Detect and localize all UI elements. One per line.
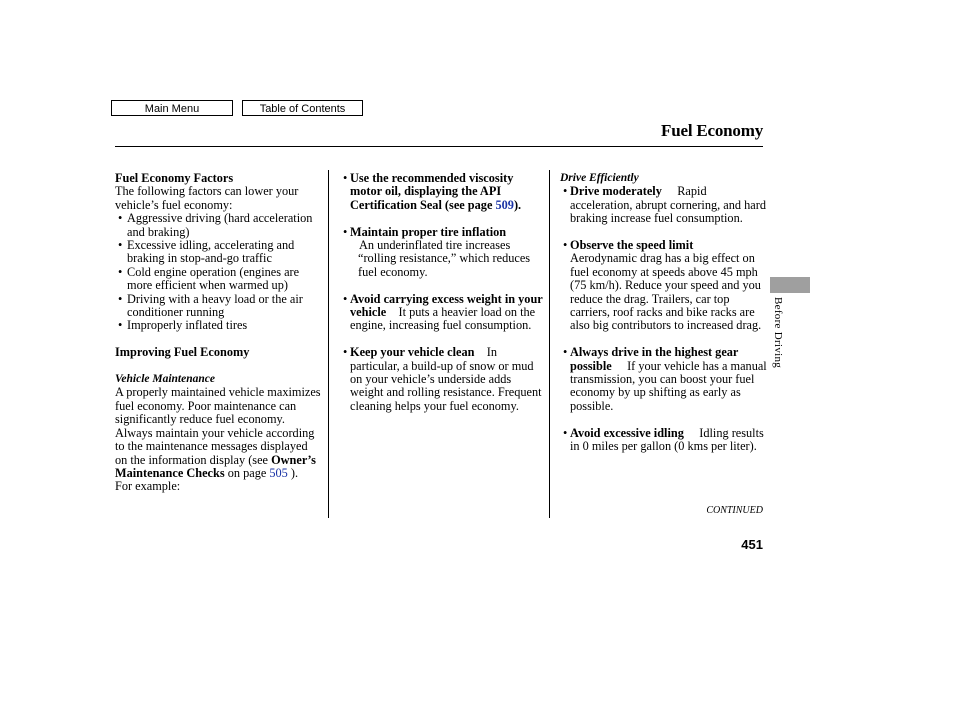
text: ). (287, 465, 299, 480)
list-item: • Cold engine operation (engines are more efficient when warmed up) (115, 266, 322, 293)
paragraph: For example: (115, 479, 181, 494)
page-title: Fuel Economy (661, 121, 763, 140)
list-item: • Driving with a heavy load or the air conditioner running (115, 293, 322, 320)
item-lead: Observe the speed limit (570, 238, 694, 253)
continued-label: CONTINUED (706, 505, 763, 516)
column-divider (549, 170, 550, 518)
subheading: Drive Efficiently (560, 172, 639, 184)
header-rule (115, 146, 763, 147)
item-text: Idling results in 0 miles per gallon (0 kms per liter). (570, 425, 764, 454)
section-heading: Improving Fuel Economy (115, 345, 250, 360)
item-text: It puts a heavier load on the engine, increasing fuel consumption. (350, 305, 536, 333)
page-link[interactable]: 505 (269, 465, 288, 480)
list-item: • Excessive idling, accelerating and braking in stop-and-go traffic (115, 239, 322, 266)
column-1 (115, 172, 322, 494)
reference: Owner’s Maintenance Checks (115, 452, 316, 480)
list-item: • Aggressive driving (hard acceleration and braking) (115, 212, 322, 239)
paragraph (115, 386, 322, 480)
section-tab-label: Before Driving (772, 297, 784, 369)
list-item: • Drive moderately Rapid acceleration, abrupt cornering, and hard braking increase fuel consumption. (563, 184, 766, 226)
item-text: Aerodynamic drag has a big effect on fuel economy at speeds above 45 mph (75 km/h). Reduce your speed and you reduce the drag. Trailers, car top carriers, roof racks and bike racks are also big contributors to increased drag. (570, 251, 762, 333)
item-text: Rapid acceleration, abrupt cornering, and hard braking increase fuel consumption. (570, 184, 766, 226)
item-lead: Drive moderately (570, 184, 662, 199)
main-menu-button[interactable]: Main Menu (111, 100, 233, 116)
list-item: • Improperly inflated tires (115, 319, 322, 332)
paragraph: The following factors can lower your vehicle’s fuel economy: (115, 184, 299, 212)
subheading: Vehicle Maintenance (115, 373, 215, 386)
list-item: • Avoid carrying excess weight in your vehicle It puts a heavier load on the engine, increasing fuel consumption. (343, 291, 543, 333)
column-3 (560, 172, 767, 454)
list-item: • Maintain proper tire inflation An underinflated tire increases “rolling resistance,” which reduces fuel economy. (343, 226, 543, 280)
section-heading: Fuel Economy Factors (115, 171, 234, 185)
item-text (343, 239, 543, 279)
list-item: • Keep your vehicle clean In particular, a build-up of snow or mud on your vehicle’s underside adds weight and rolling resistance. Frequent cleaning helps your fuel economy. (343, 345, 542, 413)
table-of-contents-button[interactable]: Table of Contents (242, 100, 363, 116)
item-text: If your vehicle has a manual transmission, you can boost your fuel economy by up shifting as early as possible. (570, 358, 767, 413)
item-lead: Avoid excessive idling (570, 425, 684, 440)
section-tab-marker (770, 277, 810, 293)
list-item: • Avoid excessive idling Idling results in 0 miles per gallon (0 kms per liter). (563, 425, 764, 454)
page-link[interactable]: 509 (495, 197, 514, 212)
item-lead: Avoid carrying excess weight in your vehicle (350, 291, 543, 320)
column-2 (343, 172, 543, 413)
item-lead: Maintain proper tire inflation (350, 224, 507, 239)
item-text: In particular, a build-up of snow or mud on your vehicle’s underside adds weight and rolling resistance. Frequent cleaning helps your fuel economy. (350, 345, 542, 413)
item-lead: Use the recommended viscosity motor oil, displaying the API Certification Seal (see page (350, 171, 514, 212)
text: A properly maintained vehicle maximizes fuel economy. Poor maintenance can significantly reduce fuel economy. Always maintain your vehicle according to the maintenance messages displayed on the information display (see (115, 385, 321, 467)
item-lead: Always drive in the highest gear possible (570, 345, 739, 373)
text: ). (513, 197, 522, 212)
text: on page (224, 465, 270, 480)
item-lead: Keep your vehicle clean (350, 345, 475, 360)
list-item: • Always drive in the highest gear possible If your vehicle has a manual transmission, you can boost your fuel economy by up shifting as early as possible. (563, 345, 767, 413)
text: An underinflated tire increases “rolling resistance,” which reduces fuel economy. (358, 238, 531, 279)
list-item: • Observe the speed limit Aerodynamic drag has a big effect on fuel economy at speeds above 45 mph (75 km/h). Reduce your speed and you reduce the drag. Trailers, car top carriers, roof racks and bike racks are also big contributors to increased drag. (563, 239, 767, 333)
page-number: 451 (741, 537, 763, 552)
column-divider (328, 170, 329, 518)
factor-list (115, 212, 322, 333)
list-item: • Use the recommended viscosity motor oil, displaying the API Certification Seal (see page 509). (343, 171, 522, 212)
